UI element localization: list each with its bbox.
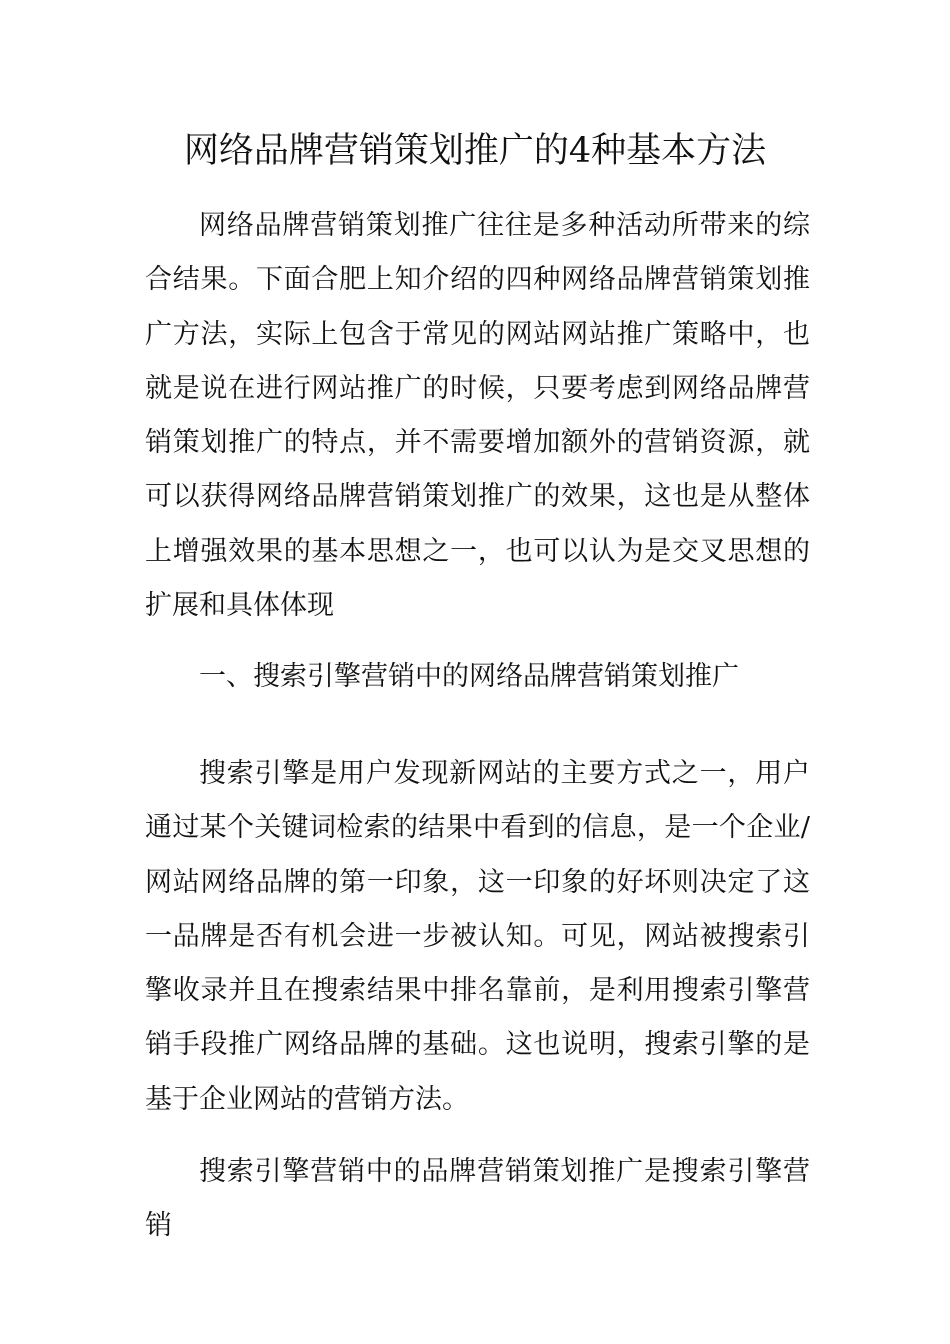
intro-paragraph: 网络品牌营销策划推广往往是多种活动所带来的综合结果。下面合肥上知介绍的四种网络品牌营销策划推广方法，实际上包含于常见的网站网站推广策略中，也就是说在进行网站推广的时候，只要考虑到网络品牌营销策划推广的特点，并不需要增加额外的营销资源，就可以获得网络品牌营销策划推广的效果，这也是从整体上增强效果的基本思想之一，也可以认为是交叉思想的扩展和具体体现 (145, 210, 810, 622)
section-heading: 一、搜索引擎营销中的网络品牌营销策划推广 (199, 661, 739, 692)
document-title: 网络品牌营销策划推广的4种基本方法 (183, 131, 767, 171)
body-paragraph: 搜索引擎营销中的品牌营销策划推广是搜索引擎营销 (145, 1156, 810, 1242)
body-paragraph: 搜索引擎是用户发现新网站的主要方式之一，用户通过某个关键词检索的结果中看到的信息，是一个企业/网站网络品牌的第一印象，这一印象的好坏则决定了这一品牌是否有机会进一步被认知。可见，网站被搜索引擎收录并且在搜索结果中排名靠前，是利用搜索引擎营销手段推广网络品牌的基础。这也说明，搜索引擎的是基于企业网站的营销方法。 (145, 758, 810, 1115)
